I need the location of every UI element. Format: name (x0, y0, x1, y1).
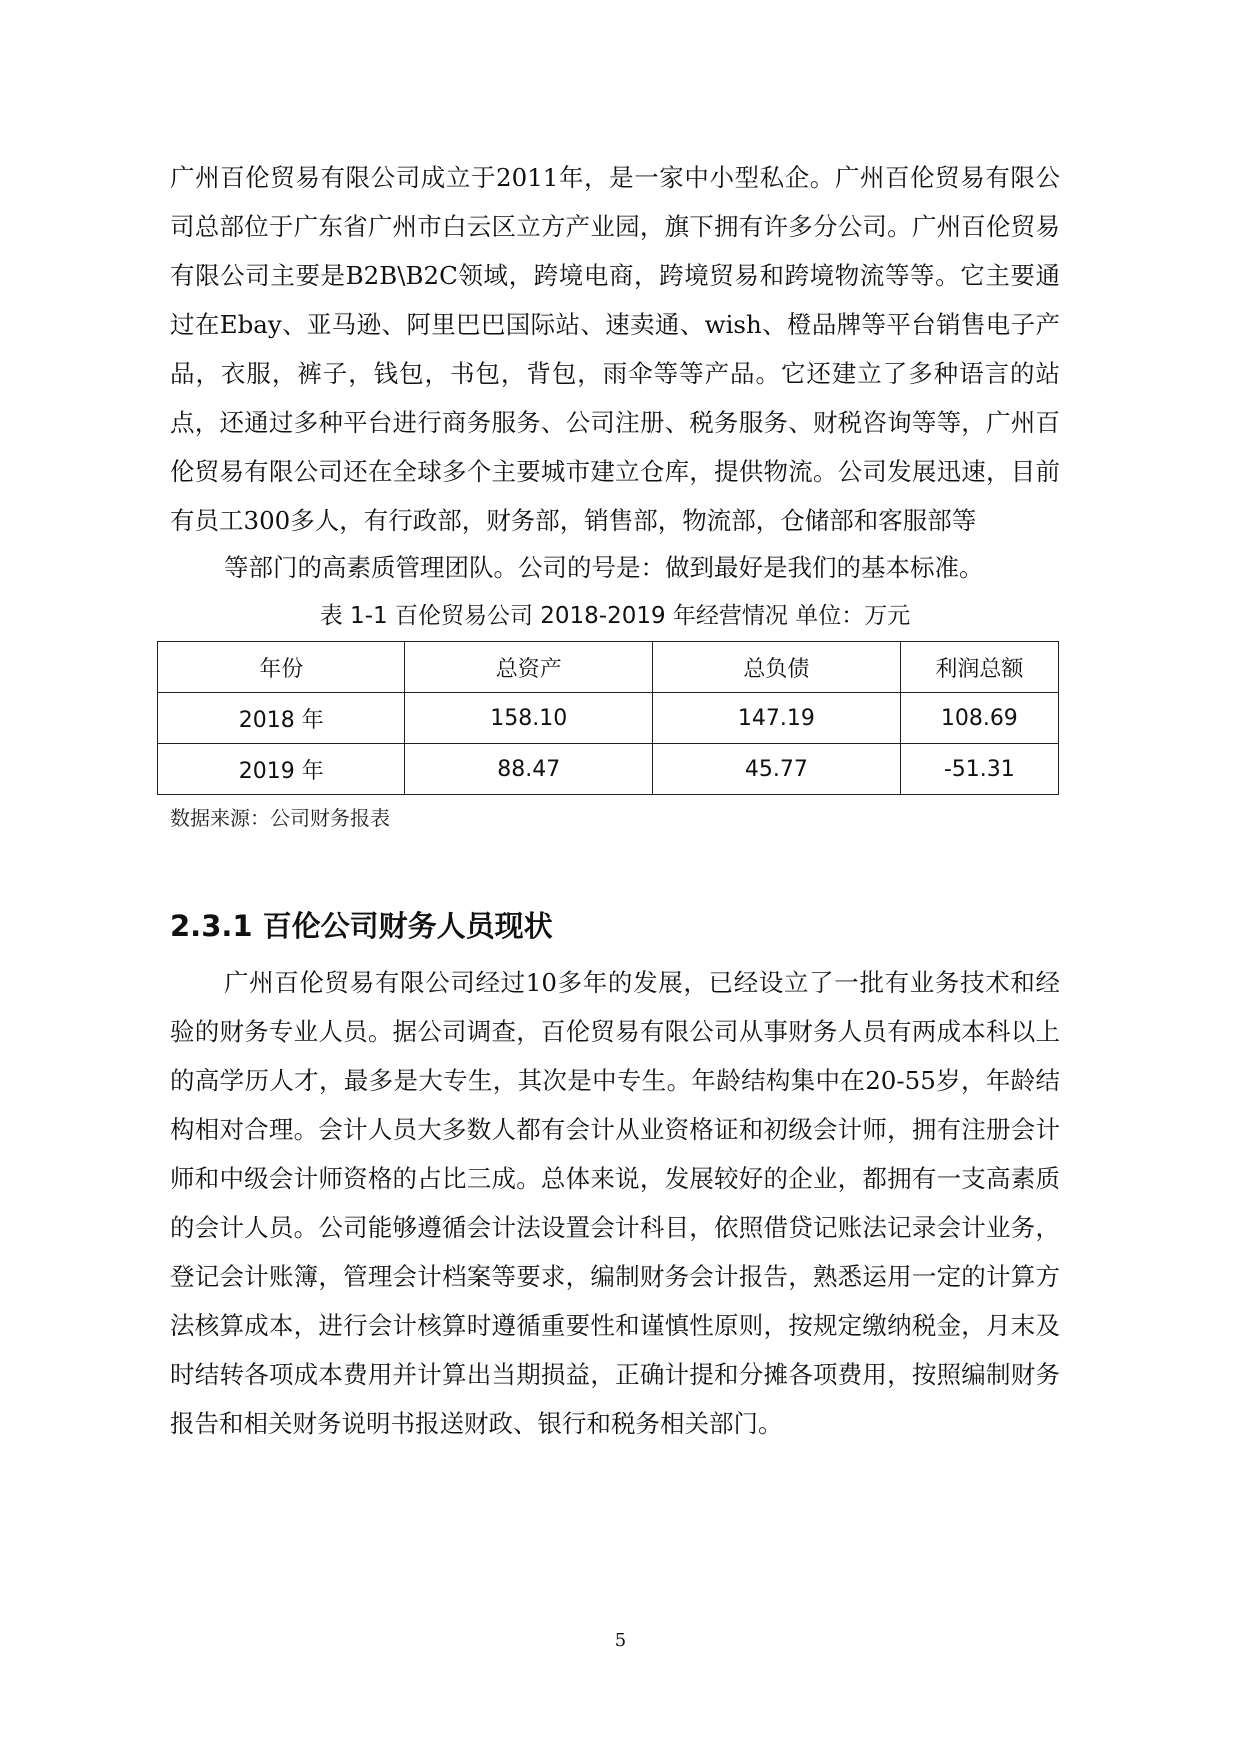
table-row (158, 693, 1059, 744)
table-header-row (158, 642, 1059, 693)
cell-year: 2019 年 (158, 744, 405, 795)
table-row (158, 744, 1059, 795)
header-total-liabilities: 总负债 (653, 642, 901, 693)
cell-total-liabilities: 45.77 (653, 744, 901, 795)
cell-total-profit: -51.31 (900, 744, 1058, 795)
header-total-profit: 利润总额 (900, 642, 1058, 693)
operating-results-table (157, 641, 1059, 795)
intro-paragraph: 广州百伦贸易有限公司成立于2011年，是一家中小型私企。广州百伦贸易有限公司总部位于广东省广州市白云区立方产业园，旗下拥有许多分公司。广州百伦贸易有限公司主要是B2B\B2C领域，跨境电商，跨境贸易和跨境物流等等。它主要通过在Ebay、亚马逊、阿里巴巴国际站、速卖通、wish、橙品牌等平台销售电子产品，衣服，裤子，钱包，书包，背包，雨伞等等产品。它还建立了多种语言的站点，还通过多种平台进行商务服务、公司注册、税务服务、财税咨询等等，广州百伦贸易有限公司还在全球多个主要城市建立仓库，提供物流。公司发展迅速，目前有员工300多人，有行政部，财务部，销售部，物流部，仓储部和客服部等 (170, 163, 1060, 535)
cell-total-assets: 158.10 (405, 693, 653, 744)
intro-paragraph-last-line: 等部门的高素质管理团队。公司的号是：做到最好是我们的基本标准。 (224, 553, 984, 582)
header-year: 年份 (158, 642, 405, 693)
header-total-assets: 总资产 (405, 642, 653, 693)
table-caption: 表 1-1 百伦贸易公司 2018-2019 年经营情况 单位：万元 (319, 603, 911, 629)
cell-total-profit: 108.69 (900, 693, 1058, 744)
cell-total-assets: 88.47 (405, 744, 653, 795)
cell-total-liabilities: 147.19 (653, 693, 901, 744)
section-heading: 2.3.1 百伦公司财务人员现状 (170, 909, 553, 943)
section-paragraph: 广州百伦贸易有限公司经过10多年的发展，已经设立了一批有业务技术和经验的财务专业人员。据公司调查，百伦贸易有限公司从事财务人员有两成本科以上的高学历人才，最多是大专生，其次是中专生。年龄结构集中在20-55岁，年龄结构相对合理。会计人员大多数人都有会计从业资格证和初级会计师，拥有注册会计师和中级会计师资格的占比三成。总体来说，发展较好的企业，都拥有一支高素质的会计人员。公司能够遵循会计法设置会计科目，依照借贷记账法记录会计业务，登记会计账簿，管理会计档案等要求，编制财务会计报告，熟悉运用一定的计算方法核算成本，进行会计核算时遵循重要性和谨慎性原则，按规定缴纳税金，月末及时结转各项成本费用并计算出当期损益，正确计提和分摊各项费用，按照编制财务报告和相关财务说明书报送财政、银行和税务相关部门。 (170, 968, 1060, 1438)
page-number: 5 (614, 1630, 627, 1651)
table-source-note: 数据来源：公司财务报表 (170, 806, 390, 830)
cell-year: 2018 年 (158, 693, 405, 744)
